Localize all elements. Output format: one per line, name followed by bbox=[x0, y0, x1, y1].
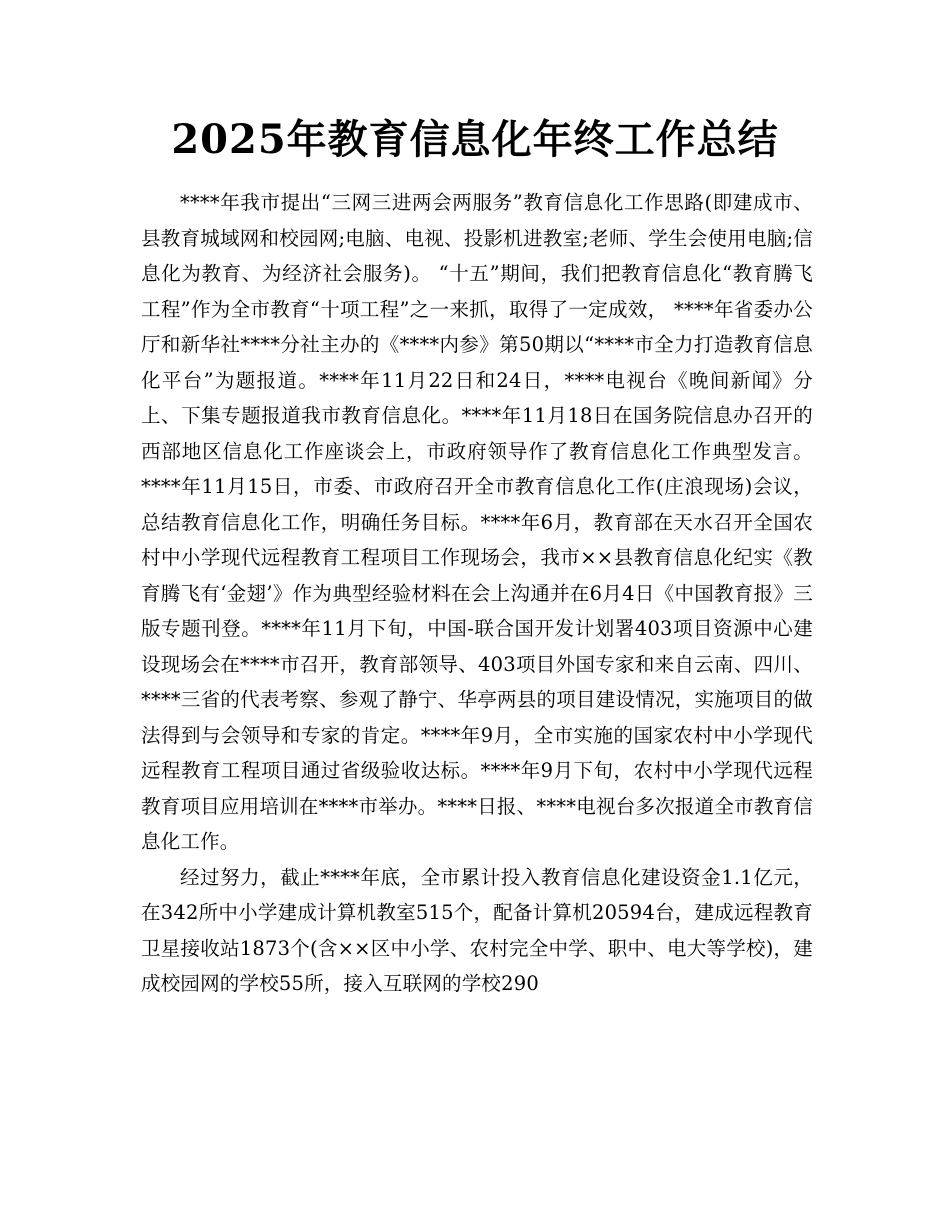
paragraph-2: 经过努力，截止****年底，全市累计投入教育信息化建设资金1.1亿元，在342所中小学建成计算机教室515个，配备计算机20594台，建成远程教育卫星接收站1873个(含××区中小学、农村完全中学、职中、电大等学校)，建成校园网的学校55所，接入互联网的学校290 bbox=[141, 865, 813, 995]
document-title: 2025年教育信息化年终工作总结 bbox=[171, 116, 779, 163]
paragraph-1: ****年我市提出“三网三进两会两服务”教育信息化工作思路(即建成市、县教育城域网和校园网;电脑、电视、投影机进教室;老师、学生会使用电脑;信息化为教育、为经济社会服务)。 “十五”期间，我们把教育信息化“教育腾飞工程”作为全市教育“十项工程”之一来抓，取得了一定成效， ****年省委办公厅和新华社****分社主办的《****内参》第50期以“****市全力打造教育信息化平台”为题报道。****年11月22日和24日，****电视台《晚间新闻》分上、下集专题报道我市教育信息化。****年11月18日在国务院信息办召开的西部地区信息化工作座谈会上，市政府领导作了教育信息化工作典型发言。****年11月15日，市委、市政府召开全市教育信息化工作(庄浪现场)会议，总结教育信息化工作，明确任务目标。****年6月，教育部在天水召开全国农村中小学现代远程教育工程项目工作现场会，我市××县教育信息化纪实《教育腾飞有‘金翅’》作为典型经验材料在会上沟通并在6月4日《中国教育报》三版专题刊登。****年11月下旬，中国-联合国开发计划署403项目资源中心建设现场会在****市召开，教育部领导、403项目外国专家和来自云南、四川、****三省的代表考察、参观了静宁、华亭两县的项目建设情况，实施项目的做法得到与会领导和专家的肯定。****年9月，全市实施的国家农村中小学现代远程教育工程项目通过省级验收达标。****年9月下旬，农村中小学现代远程教育项目应用培训在****市举办。****日报、****电视台多次报道全市教育信息化工作。 bbox=[141, 191, 813, 853]
document-body bbox=[141, 185, 813, 1002]
